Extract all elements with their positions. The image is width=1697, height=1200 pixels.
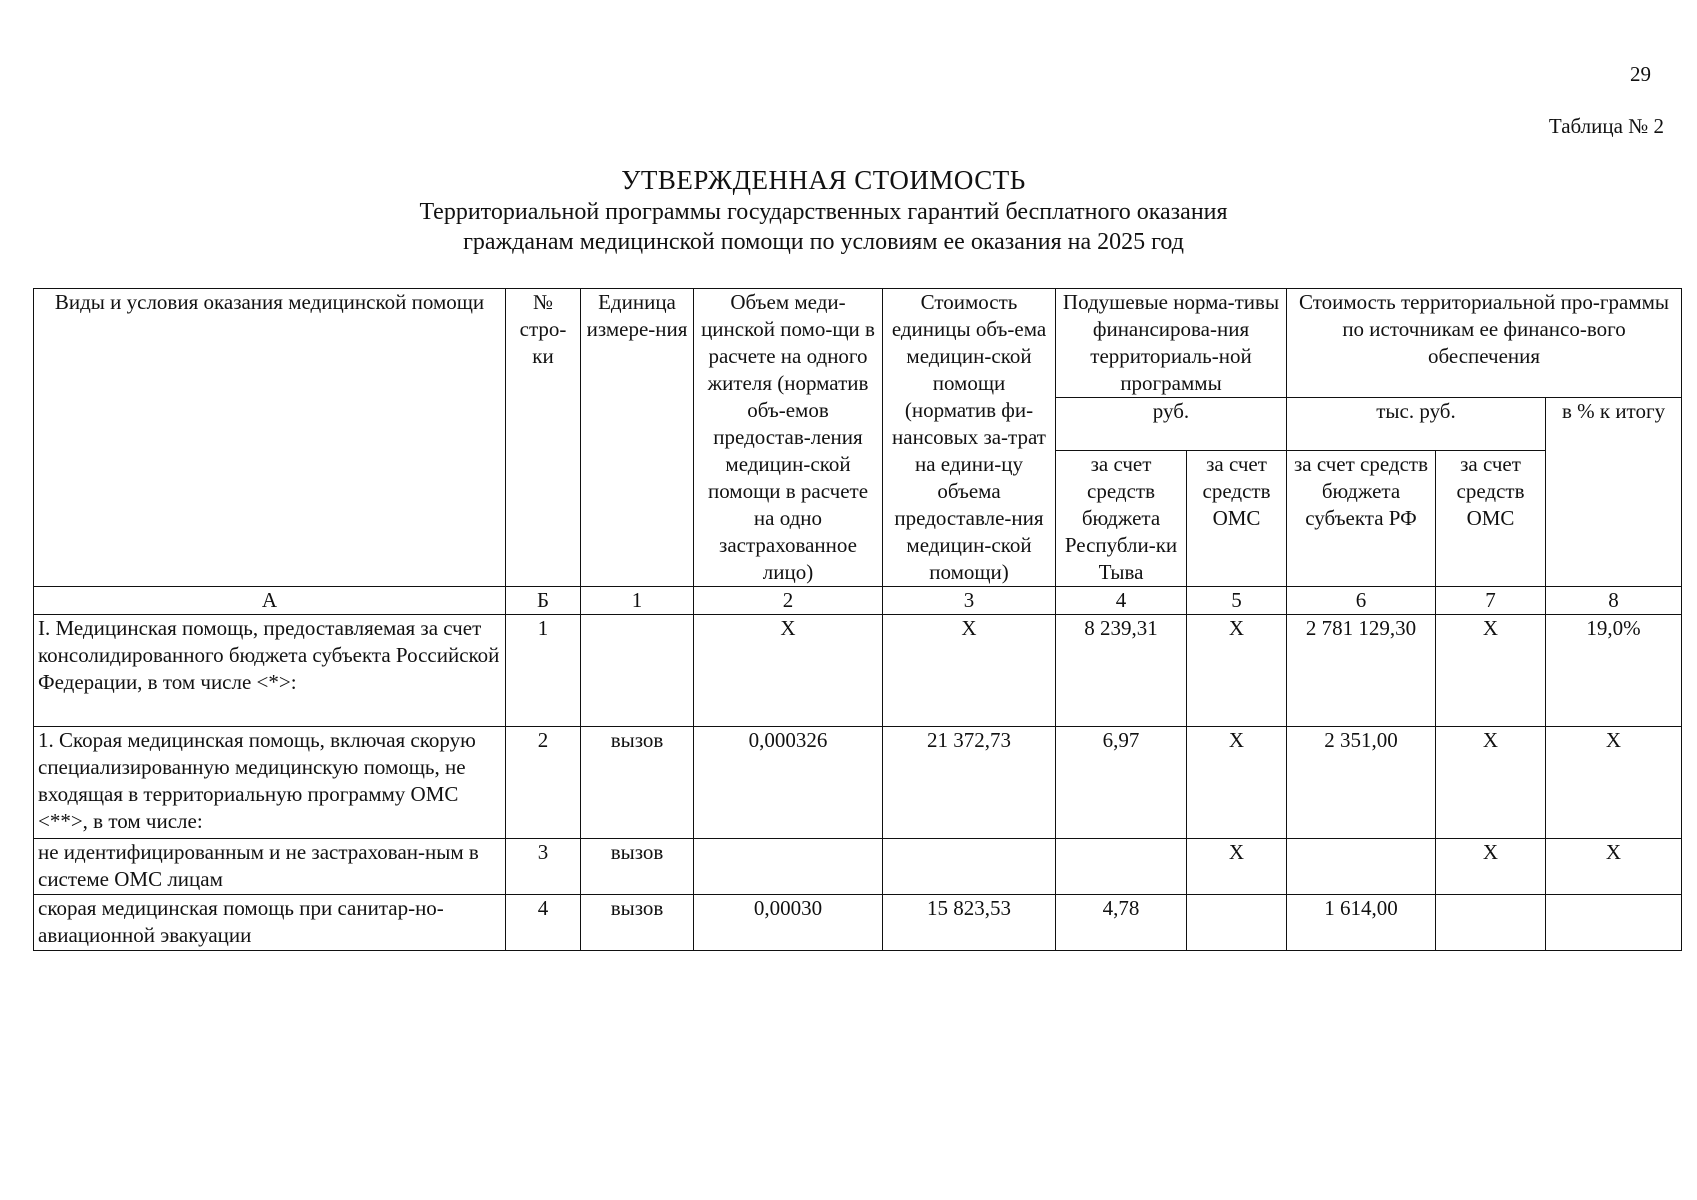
row-line-number: 2	[506, 727, 581, 839]
table-row	[34, 895, 1682, 951]
column-number-row	[34, 587, 1682, 615]
header-row-1	[34, 289, 1682, 398]
row-budget-rub: 8 239,31	[1056, 615, 1187, 727]
title-line-2: гражданам медицинской помощи по условиям ее оказания на 2025 год	[463, 229, 1184, 255]
row-oms-rub	[1187, 895, 1287, 951]
column-number: 2	[694, 587, 883, 615]
row-budget-thous: 2 351,00	[1287, 727, 1436, 839]
header-percent: в % к итогу	[1546, 398, 1682, 587]
row-volume	[694, 839, 883, 895]
row-budget-thous: 1 614,00	[1287, 895, 1436, 951]
row-unit: вызов	[581, 839, 694, 895]
column-number: 7	[1436, 587, 1546, 615]
column-number: 8	[1546, 587, 1682, 615]
row-oms-rub: X	[1187, 839, 1287, 895]
row-budget-rub	[1056, 839, 1187, 895]
row-budget-thous	[1287, 839, 1436, 895]
header-col-3: Стоимость единицы объ-ема медицин-ской помощи (норматив фи-нансовых за-трат на едини-цу объема предоставле-ния медицин-ской помощи)	[883, 289, 1056, 587]
header-rub: руб.	[1056, 398, 1287, 451]
row-budget-thous: 2 781 129,30	[1287, 615, 1436, 727]
table-row	[34, 727, 1682, 839]
row-percent: X	[1546, 839, 1682, 895]
row-line-number: 4	[506, 895, 581, 951]
header-thous-rub: тыс. руб.	[1287, 398, 1546, 451]
column-number: 4	[1056, 587, 1187, 615]
column-number: Б	[506, 587, 581, 615]
column-number: 1	[581, 587, 694, 615]
row-volume: X	[694, 615, 883, 727]
row-unit: вызов	[581, 727, 694, 839]
header-col-1: Единица измере-ния	[581, 289, 694, 587]
row-oms-thous: X	[1436, 839, 1546, 895]
row-percent: 19,0%	[1546, 615, 1682, 727]
row-oms-rub: X	[1187, 615, 1287, 727]
header-col-4: за счет средств бюджета Республи-ки Тыва	[1056, 451, 1187, 587]
row-line-number: 1	[506, 615, 581, 727]
row-name: скорая медицинская помощь при санитар-но-авиационной эвакуации	[34, 895, 506, 951]
row-name: не идентифицированным и не застрахован-ным в системе ОМС лицам	[34, 839, 506, 895]
row-budget-rub: 6,97	[1056, 727, 1187, 839]
title-main: УТВЕРЖДЕННАЯ СТОИМОСТЬ	[621, 165, 1026, 195]
document-title	[0, 163, 1697, 257]
row-budget-rub: 4,78	[1056, 895, 1187, 951]
row-name: 1. Скорая медицинская помощь, включая скорую специализированную медицинскую помощь, не входящая в территориальную программу ОМС <**>, в том числе:	[34, 727, 506, 839]
column-number: А	[34, 587, 506, 615]
row-unit-cost: 21 372,73	[883, 727, 1056, 839]
header-col-7: за счет средств ОМС	[1436, 451, 1546, 587]
column-number: 3	[883, 587, 1056, 615]
page-number: 29	[1630, 62, 1651, 86]
row-unit-cost: 15 823,53	[883, 895, 1056, 951]
row-unit: вызов	[581, 895, 694, 951]
row-volume: 0,00030	[694, 895, 883, 951]
row-name: I. Медицинская помощь, предоставляемая за счет консолидированного бюджета субъекта Российской Федерации, в том числе <*>:	[34, 615, 506, 727]
row-oms-thous: X	[1436, 615, 1546, 727]
header-col-5: за счет средств ОМС	[1187, 451, 1287, 587]
column-number: 6	[1287, 587, 1436, 615]
header-col-6: за счет средств бюджета субъекта РФ	[1287, 451, 1436, 587]
row-percent: X	[1546, 727, 1682, 839]
row-percent	[1546, 895, 1682, 951]
header-group-per-capita: Подушевые норма-тивы финансирова-ния территориаль-ной программы	[1056, 289, 1287, 398]
table-label: Таблица № 2	[1548, 114, 1664, 138]
row-line-number: 3	[506, 839, 581, 895]
table-row	[34, 839, 1682, 895]
row-unit-cost	[883, 839, 1056, 895]
header-col-2: Объем меди-цинской помо-щи в расчете на одного жителя (норматив объ-емов предостав-ления медицин-ской помощи в расчете на одно застрахованное лицо)	[694, 289, 883, 587]
row-volume: 0,000326	[694, 727, 883, 839]
table-row	[34, 615, 1682, 727]
row-unit-cost: X	[883, 615, 1056, 727]
title-line-1: Территориальной программы государственных гарантий бесплатного оказания	[419, 199, 1228, 225]
header-group-cost: Стоимость территориальной про-граммы по источникам ее финансо-вого обеспечения	[1287, 289, 1682, 398]
row-oms-thous: X	[1436, 727, 1546, 839]
column-number: 5	[1187, 587, 1287, 615]
row-unit	[581, 615, 694, 727]
row-oms-thous	[1436, 895, 1546, 951]
header-col-a: Виды и условия оказания медицинской помощи	[34, 289, 506, 587]
header-col-b: № стро-ки	[506, 289, 581, 587]
row-oms-rub: X	[1187, 727, 1287, 839]
cost-table	[33, 288, 1682, 951]
